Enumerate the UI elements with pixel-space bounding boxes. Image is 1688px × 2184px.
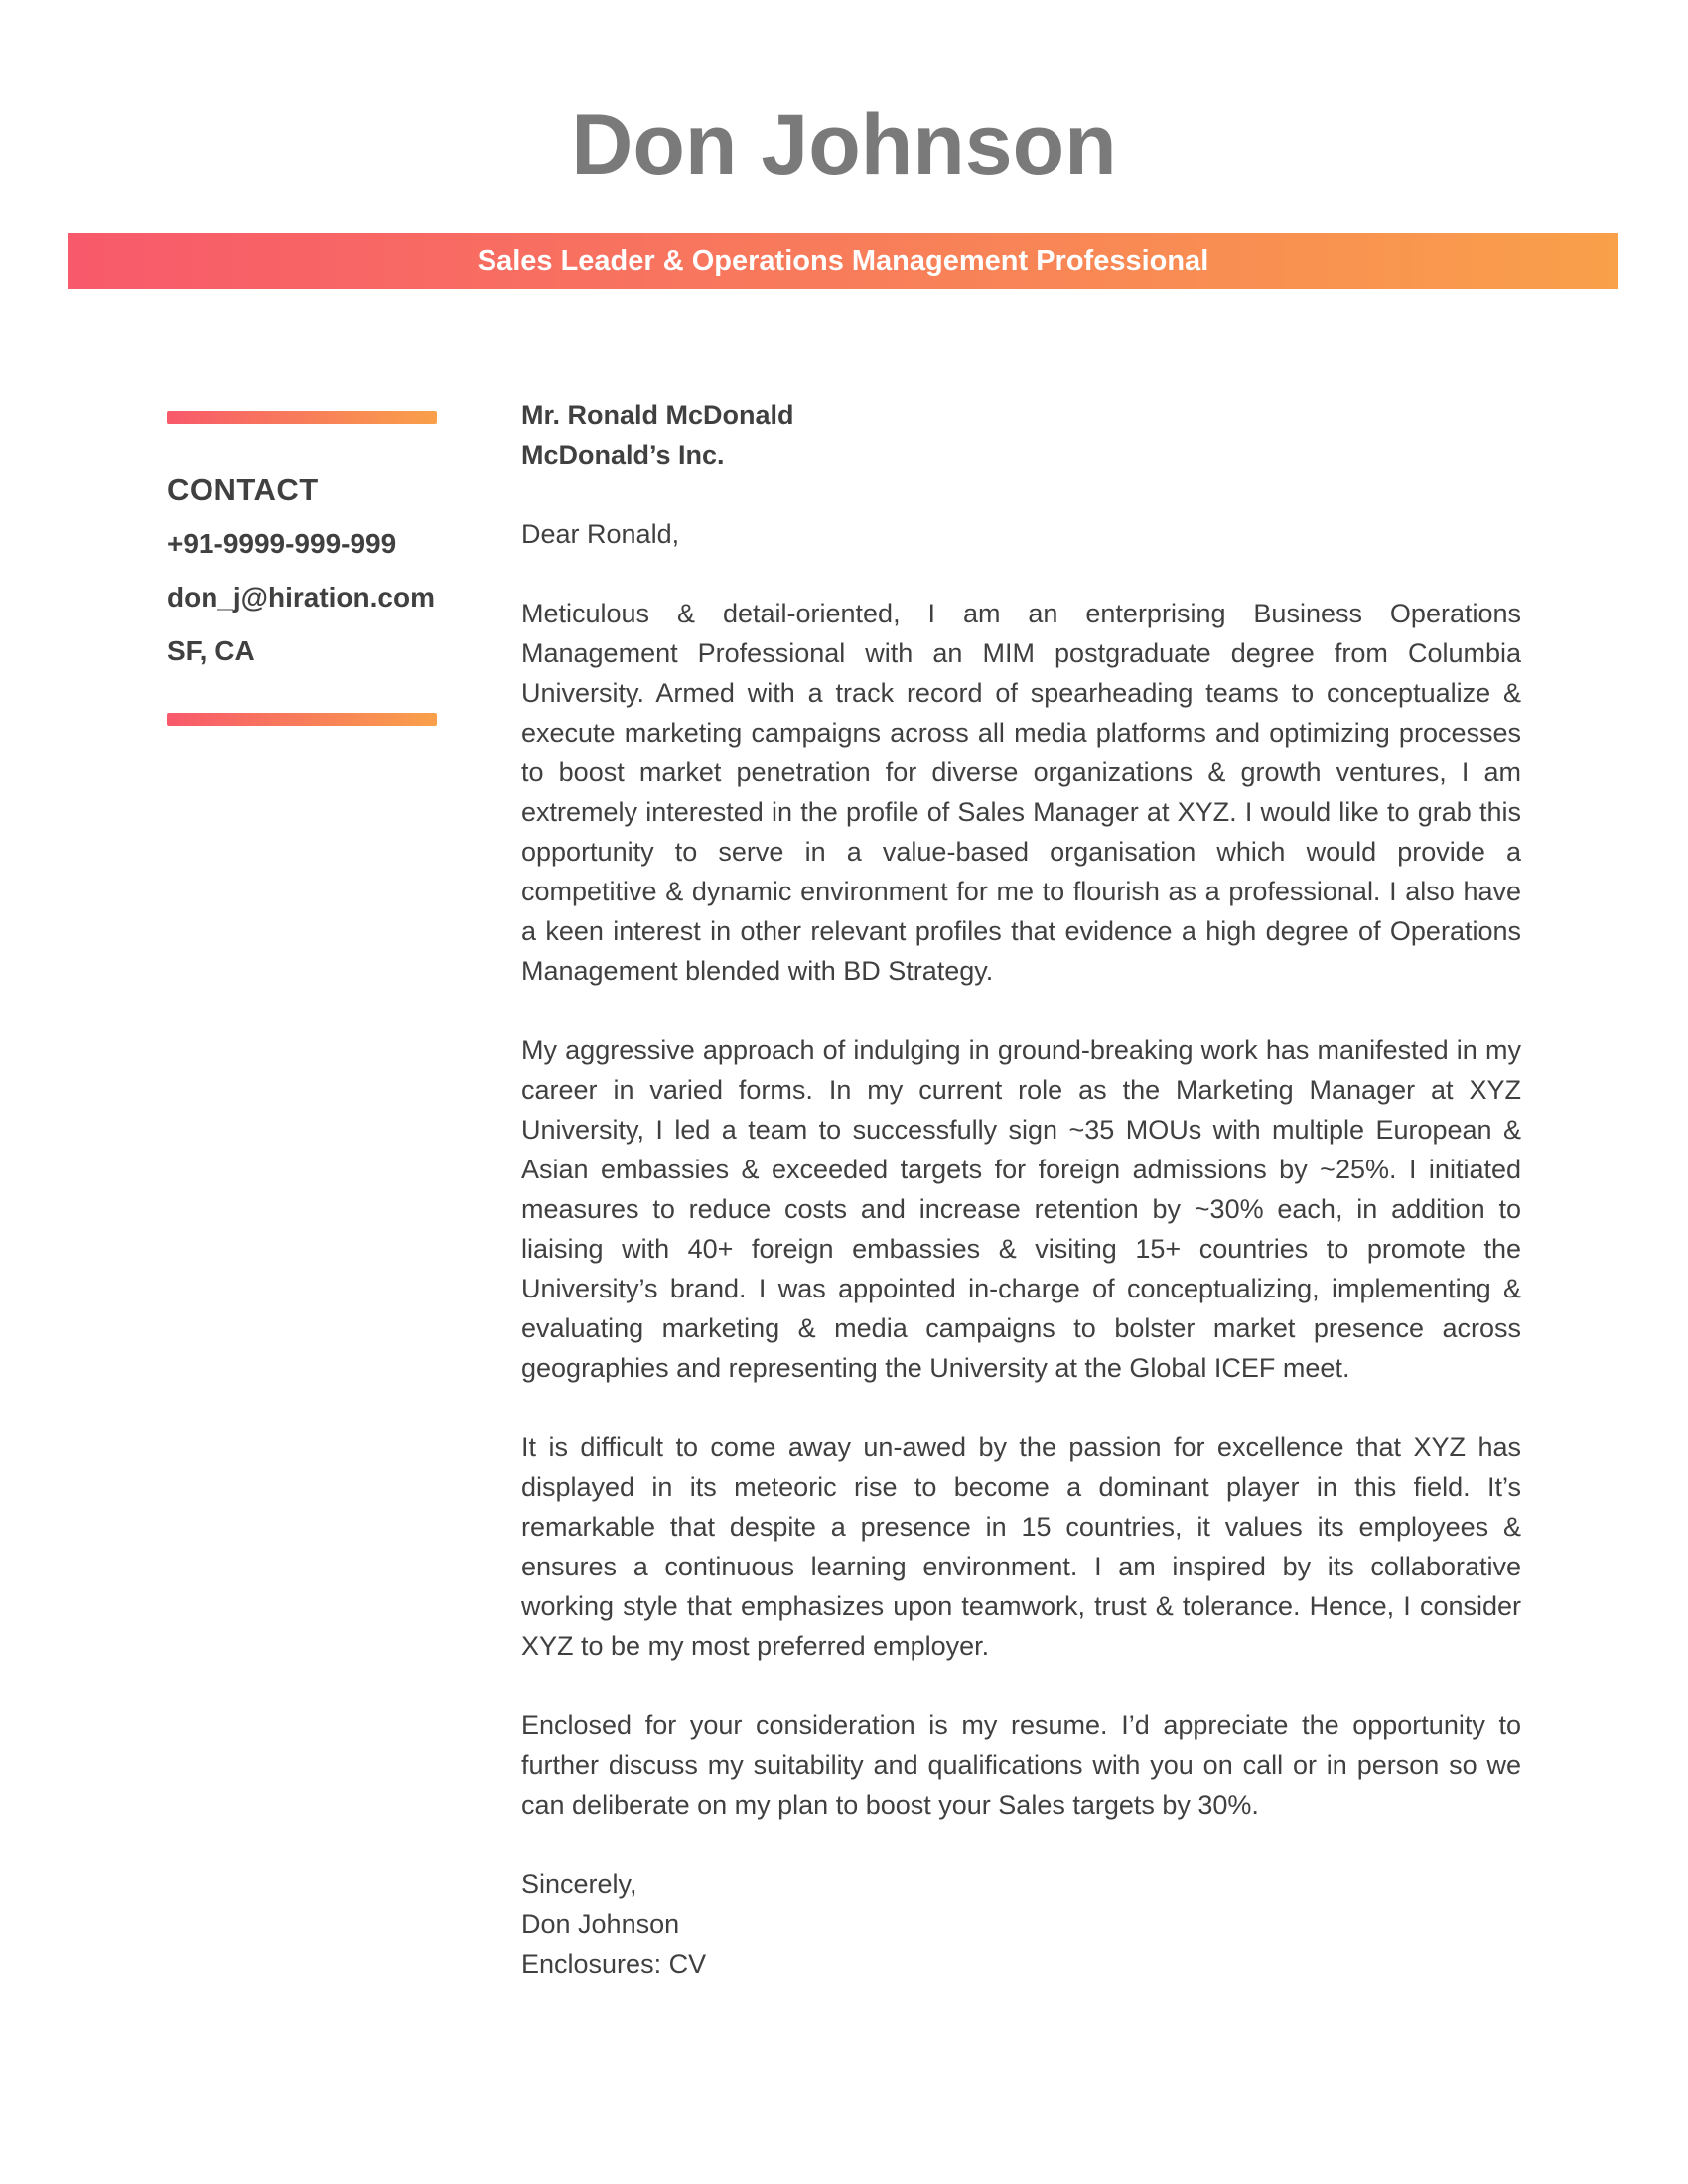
contact-heading: CONTACT (167, 473, 319, 507)
letter-paragraph-4: Enclosed for your consideration is my resume. I’d appreciate the opportunity to further discuss my suitability and qualifications with you on call or in person so we can deliberate on my plan to boost your Sales targets by 30%. (521, 1710, 1521, 1820)
contact-phone: +91-9999-999-999 (167, 528, 397, 559)
closing-block (521, 1864, 1521, 1983)
signature-name: Don Johnson (521, 1909, 680, 1939)
letter-paragraph-3: It is difficult to come away un-awed by the passion for excellence that XYZ has displayed in its meteoric rise to become a dominant player in this field. It’s remarkable that despite a presence in 15 countries, it values its employees & ensures a continuous learning environment. I am inspired by its collaborative working style that emphasizes upon teamwork, trust & tolerance. Hence, I consider XYZ to be my most preferred employer. (521, 1433, 1521, 1661)
contact-sidebar (167, 411, 437, 726)
letter-body (521, 395, 1521, 1983)
decorative-gradient-bar-bottom (167, 713, 437, 726)
letter-paragraph-2: My aggressive approach of indulging in ground-breaking work has manifested in my career in varied forms. In my current role as the Marketing Manager at XYZ University, I led a team to successfully sign ~35 MOUs with multiple European & Asian embassies & exceeded targets for foreign admissions by ~25%. I initiated measures to reduce costs and increase retention by ~30% each, in addition to liaising with 40+ foreign embassies & visiting 15+ countries to promote the University’s brand. I was appointed in-charge of conceptualizing, implementing & evaluating marketing & media campaigns to bolster market presence across geographies and representing the University at the Global ICEF meet. (521, 1035, 1521, 1383)
recipient-name: Mr. Ronald McDonald (521, 400, 794, 430)
enclosures-note: Enclosures: CV (521, 1949, 707, 1979)
professional-title: Sales Leader & Operations Management Professional (477, 244, 1209, 277)
closing-salutation: Sincerely, (521, 1869, 637, 1899)
recipient-block (521, 395, 1521, 475)
contact-email: don_j@hiration.com (167, 582, 435, 613)
salutation: Dear Ronald, (521, 519, 680, 549)
decorative-gradient-bar-top (167, 411, 437, 424)
page-title: Don Johnson (571, 97, 1117, 193)
title-banner (68, 233, 1618, 289)
contact-location: SF, CA (167, 635, 255, 666)
recipient-company: McDonald’s Inc. (521, 440, 725, 470)
letter-paragraph-1: Meticulous & detail-oriented, I am an enterprising Business Operations Management Professional with an MIM postgraduate degree from Columbia University. Armed with a track record of spearheading teams to conceptualize & execute marketing campaigns across all media platforms and optimizing processes to boost market penetration for diverse organizations & growth ventures, I am extremely interested in the profile of Sales Manager at XYZ. I would like to grab this opportunity to serve in a value-based organisation which would provide a competitive & dynamic environment for me to flourish as a professional. I also have a keen interest in other relevant profiles that evidence a high degree of Operations Management blended with BD Strategy. (521, 599, 1521, 986)
